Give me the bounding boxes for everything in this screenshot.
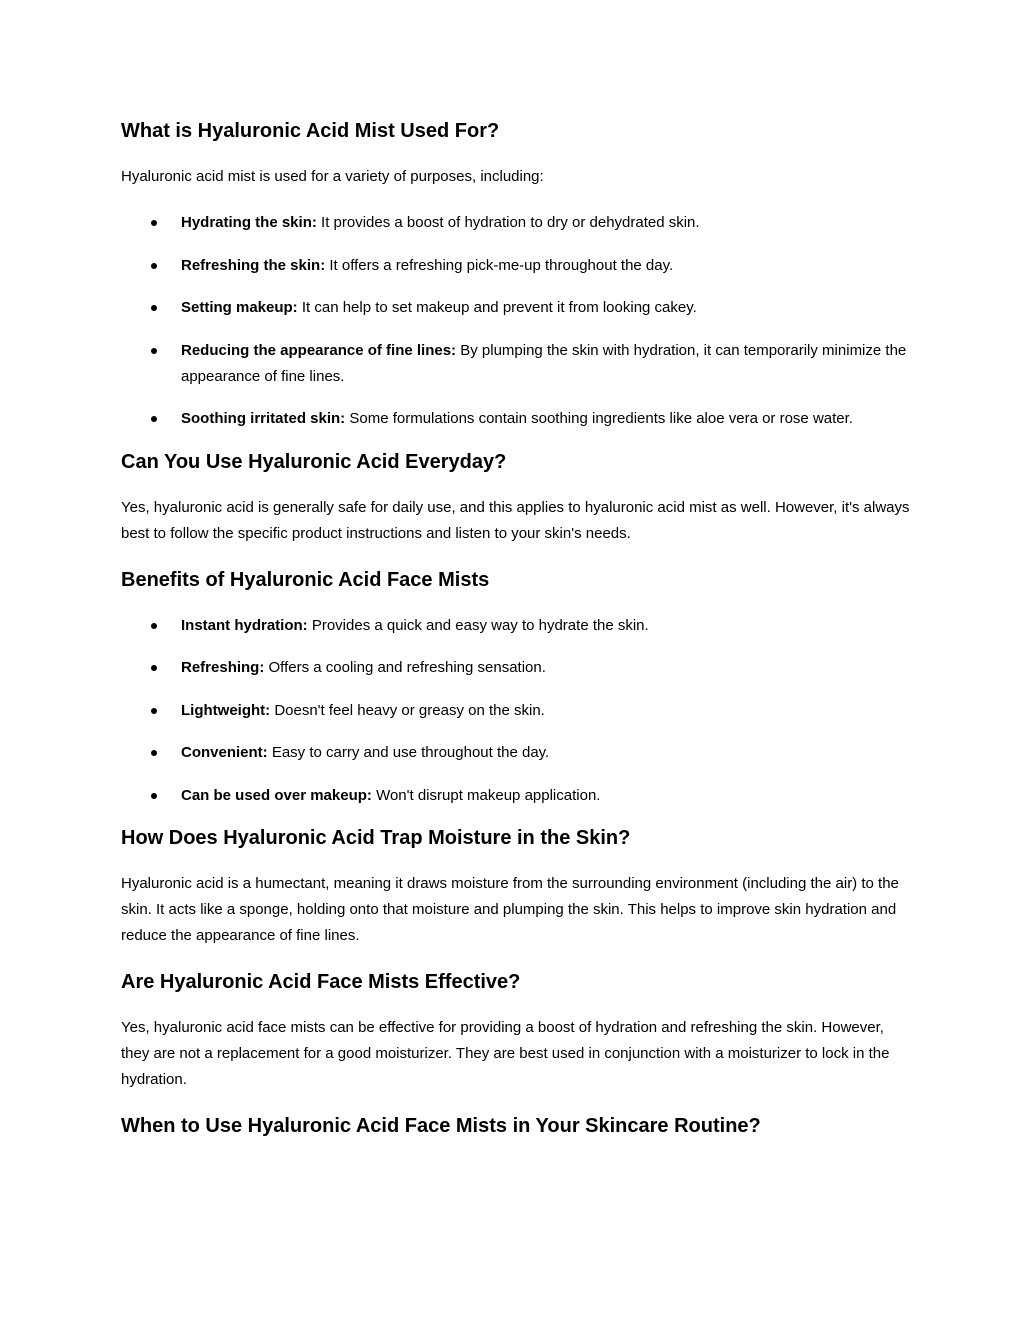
section-benefits: [121, 567, 911, 809]
list-item-term: Can be used over makeup:: [181, 786, 372, 804]
list-item-term: Lightweight:: [181, 701, 271, 719]
section-heading: When to Use Hyaluronic Acid Face Mists in Your Skincare Routine?: [121, 1115, 761, 1137]
list-item-term: Refreshing the skin:: [181, 256, 326, 274]
list-item: [121, 406, 911, 432]
section-intro: Hyaluronic acid mist is used for a variety of purposes, including:: [121, 168, 544, 185]
list-item: [121, 740, 911, 766]
section-moisture: [121, 825, 911, 949]
list-item-term: Convenient:: [181, 744, 268, 761]
list-item-text: Some formulations contain soothing ingredients like aloe vera or rose water.: [345, 410, 853, 427]
document-content: [121, 118, 911, 1159]
list-item: [121, 655, 911, 681]
section-heading: What is Hyaluronic Acid Mist Used For?: [121, 120, 500, 142]
list-item-text: Won't disrupt makeup application.: [371, 786, 601, 804]
list-item-term: Instant hydration:: [181, 616, 308, 634]
list-item: [121, 783, 911, 809]
bullet-icon: [151, 665, 157, 671]
section-heading: Are Hyaluronic Acid Face Mists Effective?: [121, 971, 521, 993]
list-item-text: It provides a boost of hydration to dry or dehydrated skin.: [316, 214, 700, 231]
section-heading: Benefits of Hyaluronic Acid Face Mists: [121, 568, 490, 591]
list-item-term: Reducing the appearance of fine lines:: [181, 341, 457, 359]
bullet-icon: [151, 793, 157, 799]
uses-list: [121, 210, 911, 432]
list-item-term: Soothing irritated skin:: [181, 410, 346, 427]
list-item: [121, 295, 911, 321]
list-item: [121, 253, 911, 279]
section-when: [121, 1113, 911, 1139]
benefits-list: [121, 613, 911, 809]
section-body: Yes, hyaluronic acid is generally safe for daily use, and this applies to hyaluronic acid mist as well. However, it's always best to follow the specific product instructions and listen to your skin's needs.: [121, 498, 910, 542]
list-item-text: It offers a refreshing pick-me-up throughout the day.: [325, 256, 674, 274]
bullet-icon: [151, 750, 157, 756]
list-item-term: Setting makeup:: [181, 299, 298, 316]
section-body: Yes, hyaluronic acid face mists can be effective for providing a boost of hydration and refreshing the skin. However, they are not a replacement for a good moisturizer. They are best used in conjunction with a moisturizer to lock in the hydration.: [121, 1019, 890, 1088]
list-item-text: By plumping the skin with hydration, it can temporarily minimize the appearance of fine lines.: [181, 341, 907, 385]
bullet-icon: [151, 708, 157, 714]
list-item: [121, 338, 911, 390]
bullet-icon: [151, 263, 157, 269]
list-item-text: Easy to carry and use throughout the day.: [267, 744, 550, 761]
section-heading: Can You Use Hyaluronic Acid Everyday?: [121, 450, 507, 473]
section-heading: How Does Hyaluronic Acid Trap Moisture in the Skin?: [121, 827, 631, 849]
bullet-icon: [151, 623, 157, 629]
list-item-term: Hydrating the skin:: [181, 214, 317, 231]
bullet-icon: [151, 348, 157, 354]
list-item: [121, 613, 911, 639]
section-uses: [121, 118, 911, 432]
list-item-term: Refreshing:: [181, 659, 265, 676]
bullet-icon: [151, 220, 157, 226]
section-effective: [121, 969, 911, 1093]
list-item-text: Provides a quick and easy way to hydrate the skin.: [307, 616, 649, 634]
list-item: [121, 698, 911, 724]
list-item-text: Offers a cooling and refreshing sensation.: [264, 659, 546, 676]
bullet-icon: [151, 305, 157, 311]
list-item-text: Doesn't feel heavy or greasy on the skin.: [270, 701, 545, 719]
bullet-icon: [151, 416, 157, 422]
section-body: Hyaluronic acid is a humectant, meaning it draws moisture from the surrounding environment (including the air) to the skin. It acts like a sponge, holding onto that moisture and plumping the skin. This helps to improve skin hydration and reduce the appearance of fine lines.: [121, 875, 899, 944]
list-item: [121, 210, 911, 236]
section-everyday: [121, 449, 911, 547]
list-item-text: It can help to set makeup and prevent it from looking cakey.: [297, 299, 697, 316]
